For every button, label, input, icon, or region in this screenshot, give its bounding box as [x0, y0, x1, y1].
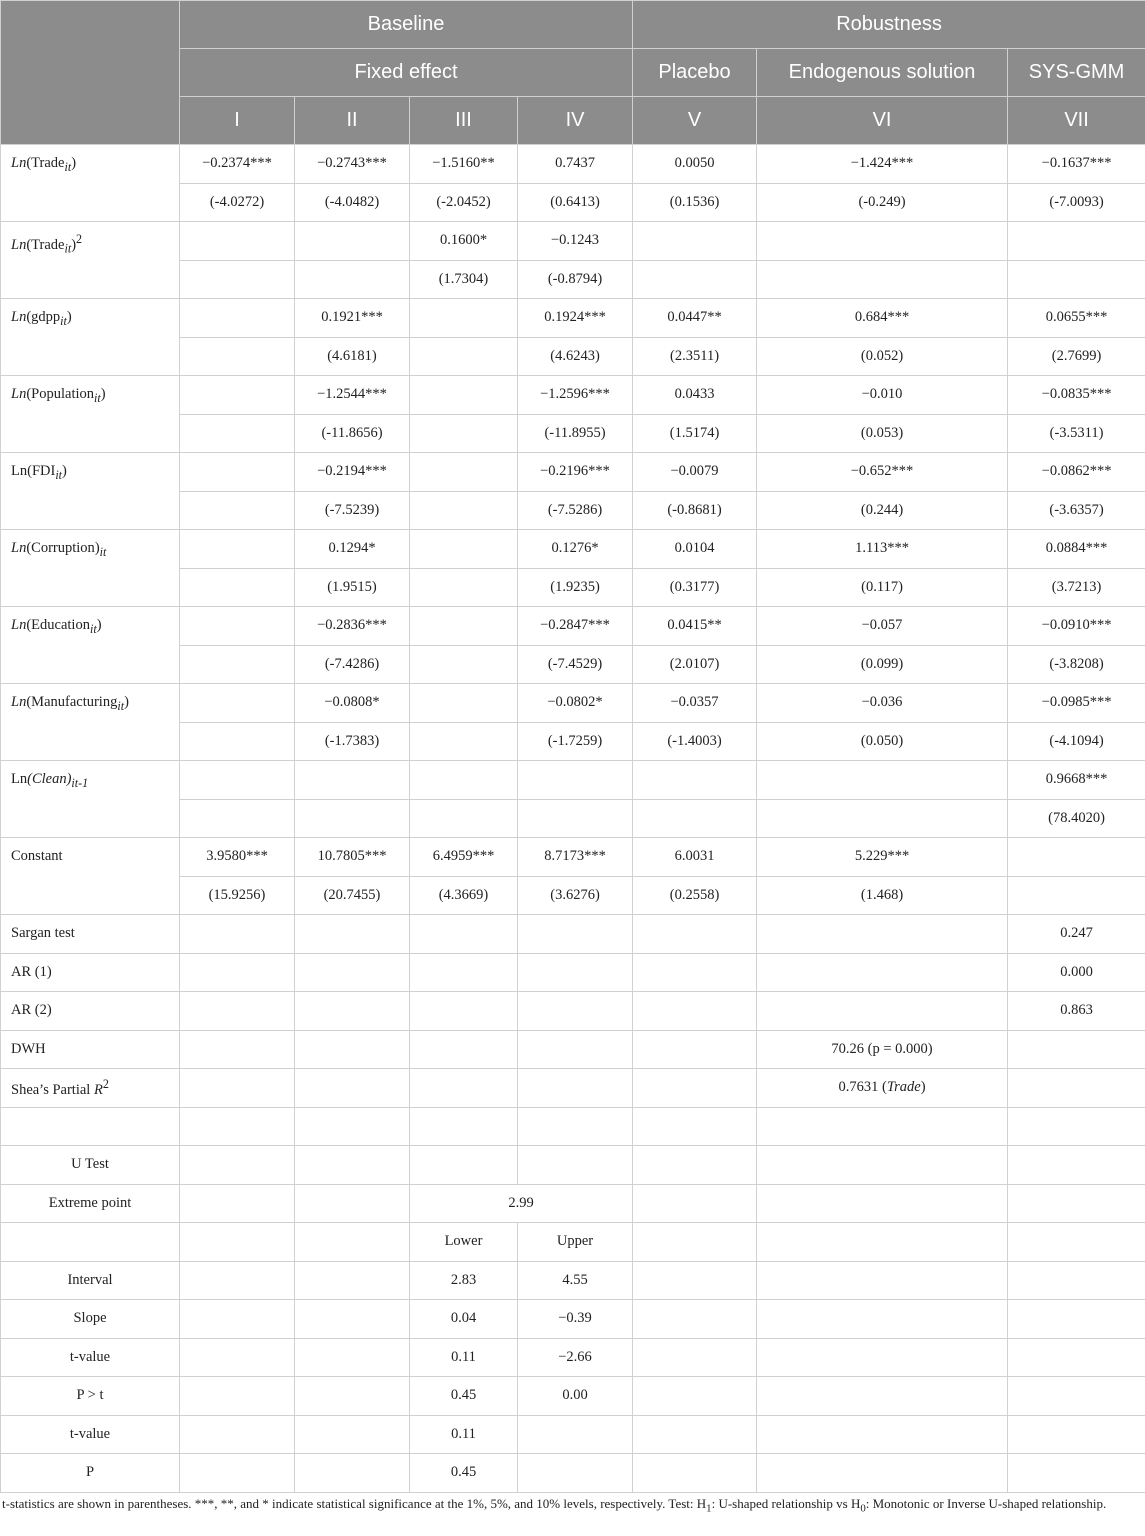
header-endogenous: Endogenous solution — [757, 49, 1008, 97]
tstat-cell: (-4.0482) — [295, 183, 410, 222]
lower-value: 0.04 — [410, 1300, 518, 1339]
tstat-cell: (3.7213) — [1008, 568, 1145, 607]
coef-cell: 0.0050 — [633, 145, 757, 184]
row-extreme-point — [1, 1184, 1145, 1223]
coef-cell — [633, 222, 757, 261]
tstat-cell: (-0.8794) — [518, 260, 633, 299]
column-header: VII — [1008, 97, 1145, 145]
label-ln-clean-lag: $Ln(Clean)_{it-1}$ — [1, 761, 180, 838]
coef-cell — [180, 222, 295, 261]
shea-value: 0.7631 (Trade) — [757, 1069, 1008, 1108]
tstat-cell: (1.9515) — [295, 568, 410, 607]
tstat-cell: (-3.5311) — [1008, 414, 1145, 453]
label-ln-trade: Ln(Trade$_{it}$) — [1, 145, 180, 222]
tstat-cell — [295, 260, 410, 299]
coef-cell: −0.0808* — [295, 684, 410, 723]
coef-cell: −0.1637*** — [1008, 145, 1145, 184]
column-header: IV — [518, 97, 633, 145]
upper-value: −2.66 — [518, 1338, 633, 1377]
tstat-cell: (-1.7259) — [518, 722, 633, 761]
lower-value: 0.11 — [410, 1338, 518, 1377]
tstat-cell: (78.4020) — [1008, 799, 1145, 838]
row-shea — [1, 1069, 1145, 1108]
dwh-value: 70.26 (p = 0.000) — [757, 1030, 1008, 1069]
coef-cell — [410, 530, 518, 569]
row-u-pgt — [1, 1377, 1145, 1416]
coef-cell — [633, 761, 757, 800]
tstat-cell: (4.6243) — [518, 337, 633, 376]
tstat-cell: (0.053) — [757, 414, 1008, 453]
coef-cell: 0.1921*** — [295, 299, 410, 338]
label-ln-gdpp: Ln(gdpp$_{it}$) — [1, 299, 180, 376]
tstat-cell — [410, 491, 518, 530]
tstat-cell — [410, 645, 518, 684]
row-fdi-coef — [1, 453, 1145, 492]
coef-cell: 0.0415** — [633, 607, 757, 646]
tstat-cell: (-7.4286) — [295, 645, 410, 684]
label-p: P — [1, 1454, 180, 1493]
lower-value: 0.11 — [410, 1415, 518, 1454]
tstat-cell — [410, 722, 518, 761]
coef-cell: 0.1276* — [518, 530, 633, 569]
coef-cell: −0.2847*** — [518, 607, 633, 646]
coef-cell: −1.2596*** — [518, 376, 633, 415]
column-header: V — [633, 97, 757, 145]
coef-cell: −0.057 — [757, 607, 1008, 646]
row-manu-coef — [1, 684, 1145, 723]
header-fixed-effect: Fixed effect — [180, 49, 633, 97]
label-ln-fdi: $Ln(FDI_{it})$ — [1, 453, 180, 530]
coef-cell: 5.229*** — [757, 838, 1008, 877]
tstat-cell: (2.0107) — [633, 645, 757, 684]
tstat-cell — [518, 799, 633, 838]
tstat-cell: (0.052) — [757, 337, 1008, 376]
column-header: III — [410, 97, 518, 145]
label-dwh: DWH — [1, 1030, 180, 1069]
tstat-cell — [633, 799, 757, 838]
label-ln-trade-squared: Ln(Trade$_{it}$)$^2$ — [1, 222, 180, 299]
label-sargan: Sargan test — [1, 915, 180, 954]
coef-cell: 0.9668*** — [1008, 761, 1145, 800]
tstat-cell: (0.244) — [757, 491, 1008, 530]
table-body — [1, 145, 1145, 1493]
coef-cell: −0.010 — [757, 376, 1008, 415]
coef-cell — [1008, 222, 1145, 261]
tstat-cell: (0.3177) — [633, 568, 757, 607]
coef-cell: 0.0104 — [633, 530, 757, 569]
coef-cell: 10.7805*** — [295, 838, 410, 877]
coef-cell: −1.2544*** — [295, 376, 410, 415]
tstat-cell — [180, 337, 295, 376]
coef-cell: 0.1294* — [295, 530, 410, 569]
coef-cell: 6.0031 — [633, 838, 757, 877]
column-header: II — [295, 97, 410, 145]
tstat-cell: (4.6181) — [295, 337, 410, 376]
tstat-cell — [1008, 260, 1145, 299]
coef-cell: −1.5160** — [410, 145, 518, 184]
tstat-cell: (15.9256) — [180, 876, 295, 915]
tstat-cell: (-7.0093) — [1008, 183, 1145, 222]
coef-cell: 0.684*** — [757, 299, 1008, 338]
coef-cell: −0.036 — [757, 684, 1008, 723]
coef-cell: 8.7173*** — [518, 838, 633, 877]
coef-cell: 0.0433 — [633, 376, 757, 415]
row-pop-coef — [1, 376, 1145, 415]
coef-cell — [757, 761, 1008, 800]
column-header: VI — [757, 97, 1008, 145]
tstat-cell: (0.050) — [757, 722, 1008, 761]
label-constant: Constant — [1, 838, 180, 915]
coef-cell — [180, 684, 295, 723]
tstat-cell: (-11.8656) — [295, 414, 410, 453]
row-u-tvalue — [1, 1338, 1145, 1377]
coef-cell: −0.1243 — [518, 222, 633, 261]
header-baseline: Baseline — [180, 1, 633, 49]
lower-value: 2.83 — [410, 1261, 518, 1300]
coef-cell — [180, 607, 295, 646]
lower-value: 0.45 — [410, 1377, 518, 1416]
tstat-cell: (2.7699) — [1008, 337, 1145, 376]
label-u-test: U Test — [1, 1146, 180, 1185]
coef-cell: 3.9580*** — [180, 838, 295, 877]
tstat-cell: (-7.4529) — [518, 645, 633, 684]
tstat-cell: (-3.6357) — [1008, 491, 1145, 530]
tstat-cell: (-7.5286) — [518, 491, 633, 530]
row-u-test — [1, 1146, 1145, 1185]
tstat-cell — [295, 799, 410, 838]
header-corner — [1, 1, 180, 145]
coef-cell: −0.0802* — [518, 684, 633, 723]
tstat-cell — [180, 645, 295, 684]
coef-cell — [410, 684, 518, 723]
tstat-cell: (-3.8208) — [1008, 645, 1145, 684]
row-trade2-coef — [1, 222, 1145, 261]
tstat-cell: (-4.0272) — [180, 183, 295, 222]
tstat-cell: (1.9235) — [518, 568, 633, 607]
coef-cell: −0.0985*** — [1008, 684, 1145, 723]
row-lower-upper — [1, 1223, 1145, 1262]
coef-cell: −0.0910*** — [1008, 607, 1145, 646]
upper-value: −0.39 — [518, 1300, 633, 1339]
tstat-cell: (-7.5239) — [295, 491, 410, 530]
tstat-cell: (1.5174) — [633, 414, 757, 453]
label-shea-partial-r2: Shea’s Partial $R^2$ — [1, 1069, 180, 1108]
coef-cell: 6.4959*** — [410, 838, 518, 877]
label-ar2: AR (2) — [1, 992, 180, 1031]
coef-cell: 0.0884*** — [1008, 530, 1145, 569]
label-t-value: t-value — [1, 1338, 180, 1377]
coef-cell: −0.0862*** — [1008, 453, 1145, 492]
label-ln-manufacturing: Ln(Manufacturing$_{it}$) — [1, 684, 180, 761]
coef-cell: −0.0079 — [633, 453, 757, 492]
coef-cell — [295, 222, 410, 261]
tstat-cell — [180, 414, 295, 453]
row-clean-coef — [1, 761, 1145, 800]
lower-header: Lower — [410, 1223, 518, 1262]
label-interval: Interval — [1, 1261, 180, 1300]
upper-value: 0.00 — [518, 1377, 633, 1416]
tstat-cell — [410, 799, 518, 838]
coef-cell — [180, 453, 295, 492]
coef-cell: −0.2196*** — [518, 453, 633, 492]
tstat-cell — [757, 260, 1008, 299]
coef-cell — [518, 761, 633, 800]
row-ar2 — [1, 992, 1145, 1031]
tstat-cell: (-0.8681) — [633, 491, 757, 530]
coef-cell — [180, 761, 295, 800]
coef-cell — [410, 607, 518, 646]
upper-value — [518, 1415, 633, 1454]
tstat-cell: (-4.1094) — [1008, 722, 1145, 761]
row-dwh — [1, 1030, 1145, 1069]
upper-value — [518, 1454, 633, 1493]
lower-value: 0.45 — [410, 1454, 518, 1493]
column-header: I — [180, 97, 295, 145]
label-ar1: AR (1) — [1, 953, 180, 992]
row-gdpp-coef — [1, 299, 1145, 338]
upper-header: Upper — [518, 1223, 633, 1262]
tstat-cell: (-2.0452) — [410, 183, 518, 222]
tstat-cell: (4.3669) — [410, 876, 518, 915]
sargan-value: 0.247 — [1008, 915, 1145, 954]
tstat-cell: (-1.4003) — [633, 722, 757, 761]
row-edu-coef — [1, 607, 1145, 646]
header-placebo: Placebo — [633, 49, 757, 97]
tstat-cell: (3.6276) — [518, 876, 633, 915]
label-t-value: t-value — [1, 1415, 180, 1454]
coef-cell — [1008, 838, 1145, 877]
coef-cell — [180, 530, 295, 569]
row-u-interval — [1, 1261, 1145, 1300]
ar2-value: 0.863 — [1008, 992, 1145, 1031]
header-row-groups — [1, 1, 1145, 49]
coef-cell — [410, 299, 518, 338]
label-p-gt-t: P > t — [1, 1377, 180, 1416]
row-ar1 — [1, 953, 1145, 992]
tstat-cell: (20.7455) — [295, 876, 410, 915]
label-ln-education: Ln(Education$_{it}$) — [1, 607, 180, 684]
tstat-cell — [180, 799, 295, 838]
tstat-cell — [1008, 876, 1145, 915]
tstat-cell: (0.099) — [757, 645, 1008, 684]
coef-cell — [757, 222, 1008, 261]
tstat-cell: (-11.8955) — [518, 414, 633, 453]
coef-cell: 0.0447** — [633, 299, 757, 338]
tstat-cell — [410, 337, 518, 376]
tstat-cell — [180, 491, 295, 530]
row-u-tvalue-overall — [1, 1415, 1145, 1454]
coef-cell: −0.652*** — [757, 453, 1008, 492]
coef-cell: −0.2374*** — [180, 145, 295, 184]
tstat-cell: (1.7304) — [410, 260, 518, 299]
row-trade-coef — [1, 145, 1145, 184]
coef-cell: −0.0835*** — [1008, 376, 1145, 415]
coef-cell: −0.2836*** — [295, 607, 410, 646]
tstat-cell: (0.1536) — [633, 183, 757, 222]
label-ln-population: Ln(Population$_{it}$) — [1, 376, 180, 453]
label-extreme-point: Extreme point — [1, 1184, 180, 1223]
coef-cell — [180, 376, 295, 415]
tstat-cell — [410, 414, 518, 453]
coef-cell — [295, 761, 410, 800]
tstat-cell: (0.2558) — [633, 876, 757, 915]
extreme-point-value: 2.99 — [410, 1184, 633, 1223]
row-corr-coef — [1, 530, 1145, 569]
tstat-cell — [410, 568, 518, 607]
coef-cell: −0.2194*** — [295, 453, 410, 492]
coef-cell — [410, 376, 518, 415]
coef-cell: 0.0655*** — [1008, 299, 1145, 338]
coef-cell: −0.0357 — [633, 684, 757, 723]
ar1-value: 0.000 — [1008, 953, 1145, 992]
tstat-cell — [180, 722, 295, 761]
row-sargan — [1, 915, 1145, 954]
coef-cell: −1.424*** — [757, 145, 1008, 184]
tstat-cell — [757, 799, 1008, 838]
coef-cell: 1.113*** — [757, 530, 1008, 569]
coef-cell: 0.7437 — [518, 145, 633, 184]
row-const-coef — [1, 838, 1145, 877]
tstat-cell: (2.3511) — [633, 337, 757, 376]
header-sys-gmm: SYS-GMM — [1008, 49, 1145, 97]
tstat-cell — [633, 260, 757, 299]
coef-cell: 0.1924*** — [518, 299, 633, 338]
tstat-cell — [180, 260, 295, 299]
coef-cell — [180, 299, 295, 338]
label-slope: Slope — [1, 1300, 180, 1339]
tstat-cell — [180, 568, 295, 607]
tstat-cell: (-0.249) — [757, 183, 1008, 222]
tstat-cell: (1.468) — [757, 876, 1008, 915]
row-u-p-overall — [1, 1454, 1145, 1493]
coef-cell — [410, 761, 518, 800]
table-footnote: t-statistics are shown in parentheses. ***, **, and * indicate statistical significance at the 1%, 5%, and 10% levels, respectively. Test: $H_1$: U-shaped relationship vs $H_0$: Monotonic or Inverse U-shaped relationship. — [2, 1495, 1107, 1515]
coef-cell: −0.2743*** — [295, 145, 410, 184]
tstat-cell: (0.6413) — [518, 183, 633, 222]
label-ln-corruption: $Ln(Corruption)_{it}$ — [1, 530, 180, 607]
coef-cell: 0.1600* — [410, 222, 518, 261]
tstat-cell: (-1.7383) — [295, 722, 410, 761]
row-blank — [1, 1107, 1145, 1146]
row-u-slope — [1, 1300, 1145, 1339]
upper-value: 4.55 — [518, 1261, 633, 1300]
coef-cell — [410, 453, 518, 492]
tstat-cell: (0.117) — [757, 568, 1008, 607]
header-robustness: Robustness — [633, 1, 1145, 49]
